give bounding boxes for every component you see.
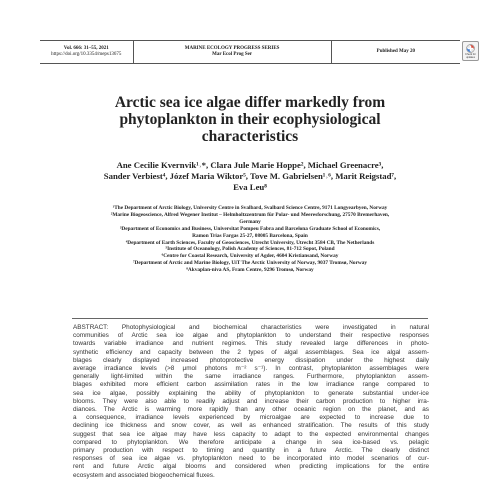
article-title (0, 94, 500, 145)
abstract-line: sea ice algae, possibly explaining the ability of phytoplankton to generate substantial under-ice (73, 389, 429, 397)
abstract-line: diances. The Arctic is warming more rapidly than any other oceanic region on the planet, and as (73, 406, 429, 414)
abstract-line: synthetic efficiency and capacity between the 2 types of algal assemblages. Sea ice algal assem- (73, 348, 429, 356)
title-line: Arctic sea ice algae differ markedly from (114, 94, 386, 111)
title-line: phytoplankton in their ecophysiological (119, 111, 381, 128)
abstract-line: generally light-limited within the same irradiance ranges. Furthermore, phytoplankton assem- (73, 373, 429, 381)
abstract-line: blages exhibited more efficient carbon assimilation rates in the low irradiance range compared to (73, 381, 429, 389)
author-list (0, 160, 500, 193)
author-line: Sander Verbiest⁴, Józef Maria Wiktor⁵, Tove M. Gabrielsen¹˒⁶, Marit Reigstad⁷, (103, 171, 397, 181)
affiliation-list (0, 205, 500, 274)
crossmark-icon (466, 44, 475, 53)
affiliation-line: ³Department of Economics and Business, Universitat Pompeu Fabra and Barcelona Graduate School of Economics, (119, 225, 381, 232)
journal-title (133, 41, 332, 63)
abstract-line: ecosystem and associated biogeochemical fluxes. (73, 471, 215, 479)
abstract-line: suggest that sea ice algae may have less capacity to adapt to the expected environmental changes (73, 430, 429, 438)
affiliation-line: ⁵Institute of Oceanology, Polish Academy of Sciences, 81-712 Sopot, Poland (165, 246, 335, 253)
author-line: Ane Cecilie Kvernvik¹˒*, Clara Jule Marie Hoppe², Michael Greenacre³, (116, 160, 384, 170)
abstract-line: ABSTRACT: Photophysiological and biochemical characteristics were investigated in natural (73, 324, 429, 331)
publication-date (332, 41, 460, 63)
abstract-divider (72, 318, 428, 319)
badge-label: Check for updates (465, 52, 476, 59)
volume-pages: Vol. 666: 31–55, 2021 (63, 46, 109, 51)
abstract-line: blages clearly displayed increased photoprotective energy dissipation under the highest daily (73, 356, 429, 364)
citation-info (40, 41, 133, 63)
affiliation-line: ⁴Department of Earth Sciences, Faculty of Geosciences, Utrecht University, Utrecht 3584 CB, The Netherlands (125, 239, 375, 246)
abstract-line: blooms. They were also able to readily adjust and increase their carbon production to higher irra- (73, 397, 429, 405)
journal-abbrev: Mar Ecol Prog Ser (212, 52, 253, 57)
abstract-line: primary production with respect to timing and quantity in a future Arctic. The clearly distinct (73, 447, 429, 455)
affiliation-line: ¹The Department of Arctic Biology, University Centre in Svalbard, Svalbard Science Centre, 9171 Longyearbyen, Norway (112, 205, 388, 211)
abstract (73, 324, 429, 480)
affiliation-line: Germany (239, 218, 261, 225)
affiliation-line: Ramon Trias Fargas 25-27, 08005 Barcelona, Spain (192, 232, 308, 239)
affiliation-line: ²Marine Biogeoscience, Alfred Wegener Institut – Helmholtzzentrum für Polar- und Meeresforschung, 27570 Bremerhaven, (110, 211, 390, 218)
check-for-updates-badge[interactable] (462, 41, 479, 61)
affiliation-line: ⁶Centre for Coastal Research, University of Agder, 4604 Kristiansand, Norway (161, 253, 339, 260)
doi-link[interactable]: https://doi.org/10.3354/meps13675 (51, 52, 122, 57)
abstract-line: compared to phytoplankton. We therefore anticipate a change in sea ice-based vs. pelagic (73, 438, 429, 446)
abstract-line: towards variable irradiance and nutrient regimes. This study revealed large differences in photo- (73, 340, 429, 348)
published-date: Published May 20 (376, 49, 415, 54)
journal-series-title: MARINE ECOLOGY PROGRESS SERIES (184, 46, 280, 51)
abstract-line: a consequence, irradiance levels experienced by microalgae are expected to increase due to (73, 414, 429, 422)
abstract-line: communities of Arctic sea ice algae and phytoplankton to understand their respective responses (73, 332, 429, 340)
abstract-line: declining ice thickness and snow cover, as well as enhanced stratification. The results of this study (73, 422, 429, 430)
journal-header (40, 40, 460, 64)
abstract-line: average irradiance levels (>8 μmol photons m⁻² s⁻¹). In contrast, phytoplankton assemblages were (73, 365, 429, 373)
affiliation-line: ⁸Akvaplan-niva AS, Fram Centre, 9296 Tromsø, Norway (186, 267, 314, 274)
abstract-line: responses of sea ice algae vs. phytoplankton need to be incorporated into model scenarios of cur- (73, 455, 429, 463)
abstract-line: rent and future Arctic algal blooms and considered when predicting implications for the entire (73, 463, 429, 471)
author-line: Eva Leu⁸ (233, 182, 267, 192)
affiliation-line: ⁷Department of Arctic and Marine Biology, UiT The Arctic University of Norway, 9037 Tromsø, Norway (132, 260, 368, 267)
title-line: characteristics (201, 128, 299, 145)
